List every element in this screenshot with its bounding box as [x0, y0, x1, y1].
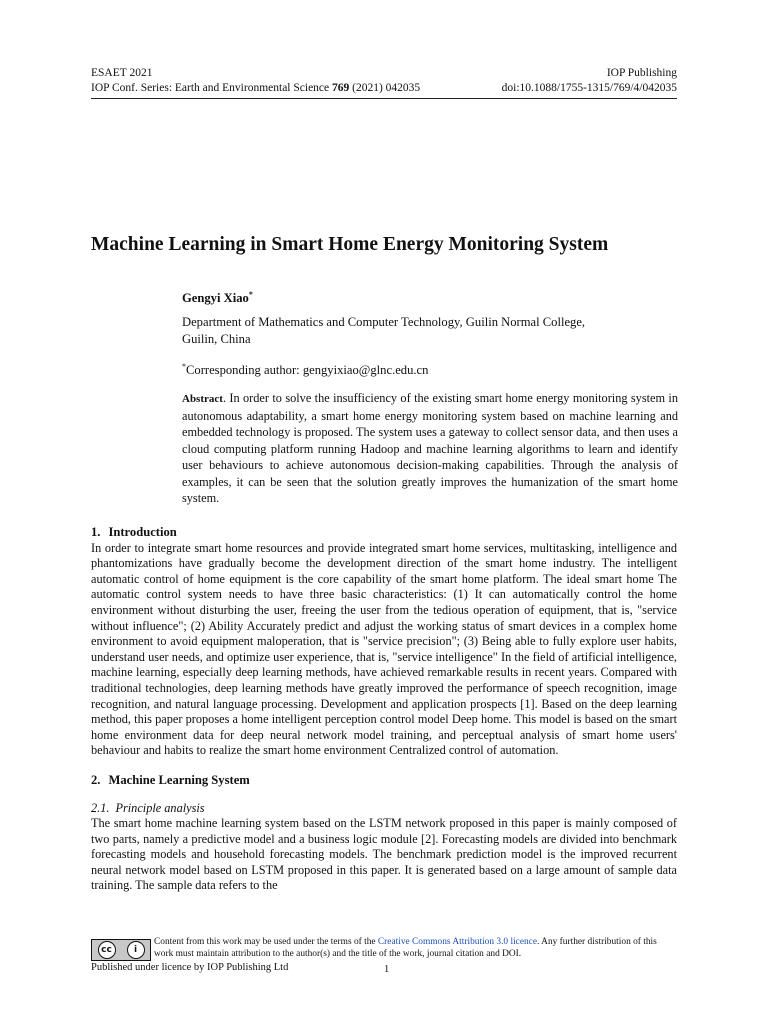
license-text: Content from this work may be used under the terms of the Creative Commons Attribution 3.0 licence. Any further distribution of this work must maintain attribution to the author(s) and the title of the work, journal citation and DOI.: [154, 937, 657, 959]
published-by: Published under licence by IOP Publishing Ltd: [91, 962, 289, 973]
conference-name: ESAET 2021: [91, 67, 153, 79]
doi: doi:10.1088/1755-1315/769/4/042035: [501, 82, 677, 94]
author-name: Gengyi Xiao*: [182, 290, 253, 306]
paper-title: Machine Learning in Smart Home Energy Monitoring System: [91, 234, 609, 255]
page-number: 1: [384, 964, 390, 975]
cc-icon: cc: [98, 941, 116, 959]
running-header: [91, 66, 677, 99]
cc-by-logo: [91, 939, 151, 961]
introduction-paragraph: In order to integrate smart home resources and provide integrated smart home services, multitasking, intelligence and phantomizations have gradually become the development direction of the smart home industry. The intelligent automatic control of home equipment is the core capability of the smart home platform. The ideal smart home The automatic control system needs to have three basic characteristics: (1) It can automatically control the home environment without disturbing the user, freeing the user from the tedious operation of equipment, that is, "service without influence"; (2) Ability Accurately predict and adjust the working status of smart devices in a complex home environment to avoid equipment maloperation, that is "service precision"; (3) Being able to fully explore user habits, understand user needs, and optimize user experience, that is, "service intelligence" In the field of artificial intelligence, machine learning, especially deep learning methods, have achieved remarkable results in recent years. Compared with traditional technologies, deep learning methods have greatly improved the performance of speech recognition, image recognition, and natural language processing. Development and application prospects [1]. Based on the deep learning method, this paper proposes a home intelligent perception control model Deep home. This model is based on the smart home environment data for deep neural network model training, and perceptual analysis of smart home users' behaviour and habits to realize the smart home environment Centralized control of automation.: [91, 540, 677, 758]
abstract: Abstract. In order to solve the insufficiency of the existing smart home energy monitoring system in autonomous adaptability, a smart home energy monitoring system based on machine learning and embedded technology is proposed. The system uses a gateway to collect sensor data, and then uses a cloud computing platform running Hadoop and machine learning algorithms to learn and identify user behaviours to achieve autonomous decision-making capabilities. Through the analysis of examples, it can be seen that the solution greatly improves the humanization of the smart home system.: [182, 391, 678, 506]
section-heading-ml-system: 2. Machine Learning System: [91, 772, 250, 787]
affiliation: Department of Mathematics and Computer Technology, Guilin Normal College, Guilin, China: [182, 315, 586, 347]
license-link[interactable]: Creative Commons Attribution 3.0 licence: [377, 937, 538, 947]
section-heading-introduction: 1. Introduction: [91, 525, 177, 539]
publisher-name: IOP Publishing: [606, 67, 677, 79]
by-icon: i: [127, 941, 145, 959]
subsection-heading-principle: 2.1. Principle analysis: [91, 800, 205, 815]
principle-paragraph: The smart home machine learning system based on the LSTM network proposed in this paper is mainly composed of two parts, namely a predictive model and a business logic module [2]. Forecasting models are divided into benchmark forecasting models and household forecasting models. The benchmark prediction model is the improved recurrent neural network model based on LSTM proposed in this paper. It is generated based on a large amount of sample data training. The sample data refers to the: [91, 816, 677, 893]
license-footer: [91, 937, 677, 960]
body-text: [91, 525, 677, 894]
author-block: [182, 290, 678, 507]
corresponding-author: *Corresponding author: gengyixiao@glnc.edu.cn: [182, 362, 429, 378]
series-citation: IOP Conf. Series: Earth and Environmental Science 769 (2021) 042035: [91, 82, 421, 94]
header-rule: [91, 98, 677, 99]
